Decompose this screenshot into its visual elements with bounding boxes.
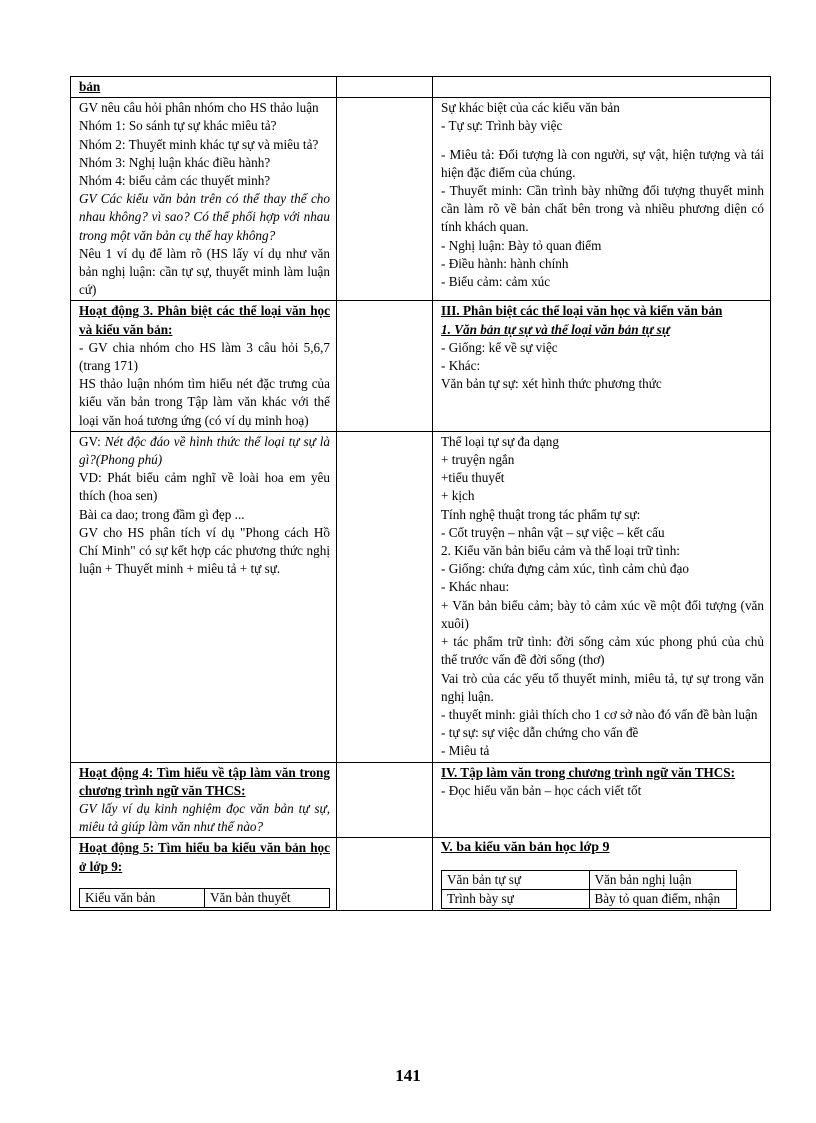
table-row [442, 889, 737, 908]
table-row [71, 77, 771, 98]
left-inner-table [79, 888, 330, 908]
table-row [71, 98, 771, 301]
cell-activity [71, 838, 337, 910]
cell-middle [337, 77, 433, 98]
subsection-heading: 1. Văn bản tự sự và thể loại văn bản tự sự [441, 321, 670, 337]
lesson-table [70, 76, 771, 911]
table-row [71, 838, 771, 910]
cell-middle [337, 98, 433, 301]
table-cell: Văn bản thuyết [205, 888, 330, 907]
table-row [80, 888, 330, 907]
cell-content [433, 77, 771, 98]
cell-content: IV. Tập làm văn trong chương trình ngữ văn THCS: - Đọc hiểu văn bản – học cách viết tốt [433, 762, 771, 838]
table-row [442, 870, 737, 889]
table-cell: Văn bản nghị luận [589, 870, 737, 889]
activity-heading: Hoạt động 4: Tìm hiểu về tập làm văn trong chương trình ngữ văn THCS: [79, 764, 330, 798]
table-row [71, 762, 771, 838]
cell-middle [337, 762, 433, 838]
page-number: 141 [395, 1066, 421, 1085]
cell-activity: GV nêu câu hỏi phân nhóm cho HS thảo luận Nhóm 1: So sánh tự sự khác miêu tả? Nhóm 2: Thuyết minh khác tự sự và miêu tả? Nhóm 3: Nghị luận khác điều hành? Nhóm 4: biểu cảm các thuyết minh? GV Các kiểu văn bản trên có thể thay thế cho nhau không? vì sao? Có thể phối hợp với nhau trong một văn bản cụ thể hay không? Nêu 1 ví dụ để làm rõ (HS lấy ví dụ như văn bản nghị luận: cần tự sự, thuyết minh làm luận cứ) [71, 98, 337, 301]
table-cell: Bày tỏ quan điểm, nhận [589, 889, 737, 908]
table-cell: Kiểu văn bản [80, 888, 205, 907]
section-heading: V. ba kiểu văn bản học lớp 9 [441, 840, 610, 856]
section-heading: III. Phân biệt các thể loại văn học và kiển văn bản [441, 303, 723, 319]
cell-content [433, 838, 771, 910]
table-cell: Trình bày sự [442, 889, 590, 908]
table-row [71, 431, 771, 762]
cell-activity: bản [71, 77, 337, 98]
cell-content: Thể loại tự sự đa dạng + truyện ngắn +tiểu thuyết + kịch Tính nghệ thuật trong tác phẩm tự sự: - Cốt truyện – nhân vật – sự việc – kết cấu 2. Kiểu văn bản biểu cảm và thể loại trữ tình: - Giống: chứa đựng cảm xúc, tình cảm chủ đạo - Khác nhau: + Văn bản biểu cảm; bày tỏ cảm xúc về một đối tượng (văn xuôi) + tác phẩm trữ tình: đời sống cảm xúc phong phú của chủ thể trước vấn đề đời sống (thơ) Vai trò của các yếu tố thuyết minh, miêu tả, tự sự trong văn nghị luận. - thuyết minh: giải thích cho 1 cơ sở nào đó vấn đề bàn luận - tự sự: sự việc dẫn chứng cho vấn đề - Miêu tả [433, 431, 771, 762]
cell-middle [337, 431, 433, 762]
cell-middle [337, 838, 433, 910]
cell-activity: GV: Nét độc đáo về hình thức thể loại tự sự là gì?(Phong phú) VD: Phát biểu cảm nghĩ về loài hoa em yêu thích (hoa sen) Bài ca dao; trong đầm gì đẹp ... GV cho HS phân tích ví dụ "Phong cách Hồ Chí Minh" có sự kết hợp các phương thức nghị luận + Thuyết minh + miêu tả + tự sự. [71, 431, 337, 762]
cell-middle [337, 301, 433, 431]
cell-activity: Hoạt động 3. Phân biệt các thể loại văn học và kiểu văn bản: - GV chia nhóm cho HS làm 3 câu hỏi 5,6,7 (trang 171) HS thảo luận nhóm tìm hiểu nét đặc trưng của kiểu văn bản trong Tập làm văn khác với thể loại văn hoá tương ứng (có ví dụ minh hoạ) [71, 301, 337, 431]
table-cell: Văn bản tự sự [442, 870, 590, 889]
activity-heading: Hoạt động 3. Phân biệt các thể loại văn học và kiểu văn bản: [79, 303, 330, 337]
cell-content: III. Phân biệt các thể loại văn học và kiển văn bản 1. Văn bản tự sự và thể loại văn bản tự sự - Giống: kể về sự việc - Khác: Văn bản tự sự: xét hình thức phương thức [433, 301, 771, 431]
right-inner-table [441, 870, 737, 909]
table-row [71, 301, 771, 431]
cell-content: Sự khác biệt của các kiểu văn bản - Tự sự: Trình bày việc - Miêu tả: Đối tượng là con người, sự vật, hiện tượng và tái hiện đặc điểm của chúng. - Thuyết minh: Cần trình bày những đối tượng thuyết minh cần làm rõ về bản chất bên trong và nhiều phương diện có tính khách quan. - Nghị luận: Bày tỏ quan điểm - Điều hành: hành chính - Biểu cảm: cảm xúc [433, 98, 771, 301]
activity-heading: Hoạt động 5: Tìm hiểu ba kiểu văn bản học ở lớp 9: [79, 840, 330, 874]
section-heading: IV. Tập làm văn trong chương trình ngữ văn THCS: [441, 764, 736, 780]
cell-activity: Hoạt động 4: Tìm hiểu về tập làm văn trong chương trình ngữ văn THCS: GV lấy ví dụ kinh nghiệm đọc văn bản tự sự, miêu tả giúp làm văn như thế nào? [71, 762, 337, 838]
